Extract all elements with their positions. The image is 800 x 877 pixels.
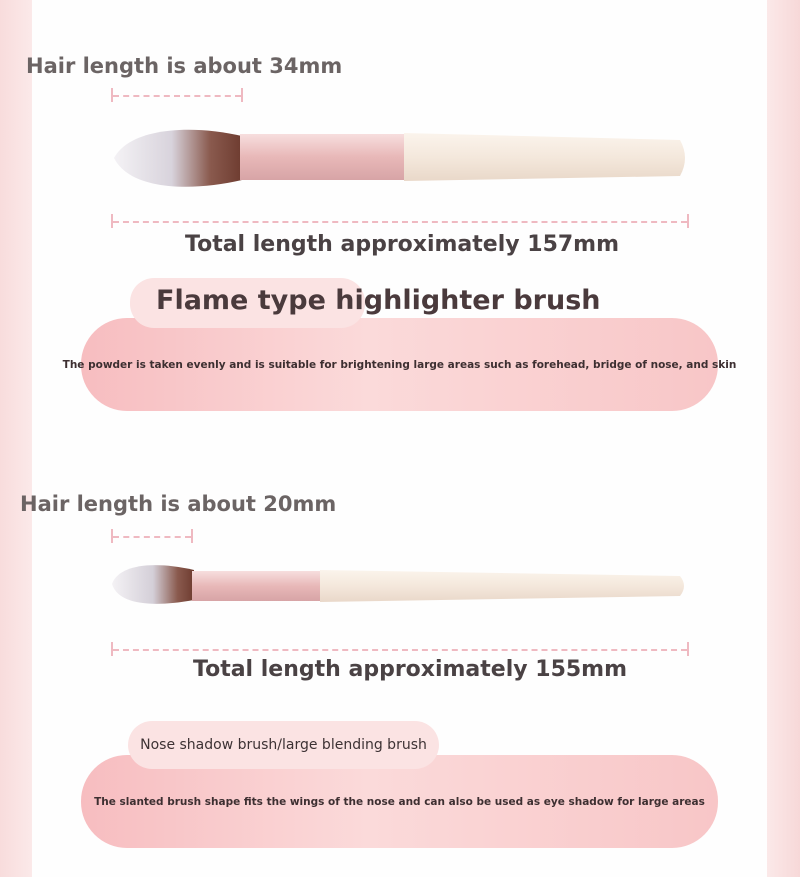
- total-length-label: Total length approximately 157mm: [185, 232, 620, 257]
- left-margin: [0, 0, 32, 877]
- description-banner: [62, 318, 737, 411]
- product-title: Flame type highlighter brush: [156, 285, 601, 316]
- title-tab: [128, 721, 439, 769]
- total-length-label: Total length approximately 155mm: [193, 657, 628, 682]
- blending-brush-image: [110, 560, 690, 610]
- hair-length-label: Hair length is about 20mm: [20, 492, 337, 516]
- description-text: The slanted brush shape fits the wings of the nose and can also be used as eye shadow for large areas: [94, 795, 705, 808]
- highlighter-brush-image: [110, 120, 700, 196]
- product-title: Nose shadow brush/large blending brush: [140, 737, 427, 753]
- hair-length-label: Hair length is about 34mm: [26, 54, 343, 78]
- description-text: The powder is taken evenly and is suitable for brightening large areas such as forehead, bridge of nose, and skin: [62, 358, 737, 371]
- right-margin: [767, 0, 800, 877]
